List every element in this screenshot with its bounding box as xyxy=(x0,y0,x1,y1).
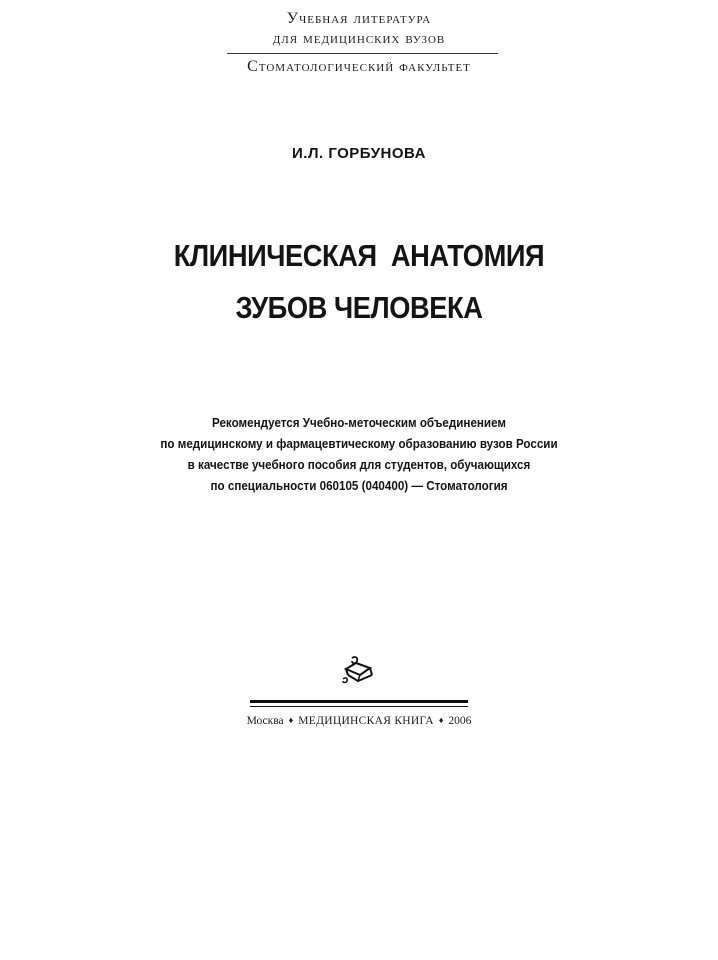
imprint-year: 2006 xyxy=(448,715,472,727)
series-title-line-2: для медицинских вузов xyxy=(272,30,446,47)
imprint-city: Москва xyxy=(246,715,284,727)
book-scroll-logo-icon xyxy=(340,655,376,685)
imprint-rule-thick xyxy=(250,700,468,703)
recommendation-line: по специальности 060105 (040400) — Стоматология xyxy=(210,479,508,493)
imprint-publisher: МЕДИЦИНСКАЯ КНИГА xyxy=(298,715,434,727)
series-divider xyxy=(227,53,498,54)
recommendation-line: по медицинскому и фармацевтическому образованию вузов России xyxy=(160,437,558,451)
book-title-line-1: КЛИНИЧЕСКАЯ АНАТОМИЯ xyxy=(173,238,545,273)
faculty-name: Стоматологический факультет xyxy=(247,58,471,75)
recommendation-line: в качестве учебного пособия для студентов, обучающихся xyxy=(187,458,531,472)
book-title-line-2: ЗУБОВ ЧЕЛОВЕКА xyxy=(235,290,483,325)
recommendation-line: Рекомендуется Учебно-меточеским объединением xyxy=(211,416,506,430)
recommendation-block xyxy=(25,413,693,497)
imprint-rule-thin xyxy=(250,706,468,707)
imprint-separator: ♦ xyxy=(288,715,294,725)
imprint-separator: ♦ xyxy=(438,715,444,725)
author-name: И.Л. ГОРБУНОВА xyxy=(292,145,426,162)
imprint-line xyxy=(0,715,718,727)
series-title-line-1: Учебная литература xyxy=(286,10,432,27)
